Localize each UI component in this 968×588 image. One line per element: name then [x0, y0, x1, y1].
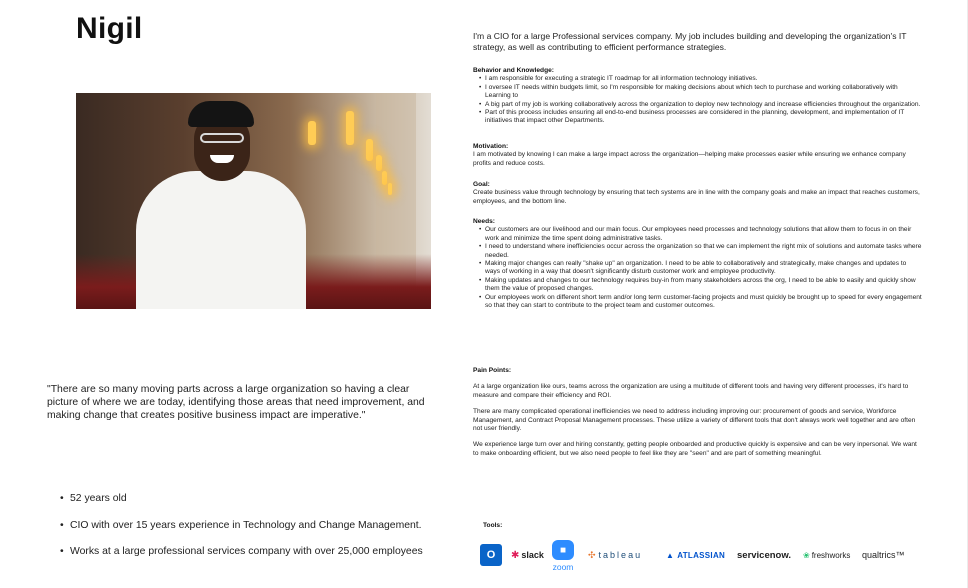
- behavior-title: Behavior and Knowledge:: [473, 67, 554, 74]
- atlassian-logo: [666, 540, 725, 570]
- motivation-section: [473, 143, 923, 168]
- photo-light: [308, 121, 316, 145]
- persona-intro: I'm a CIO for a large Professional services company. My job includes building and developing the organization's IT strategy, as well as contributing to efficient performance strategies.: [473, 31, 907, 52]
- photo-light: [388, 183, 392, 195]
- freshworks-icon: ❀: [803, 550, 810, 560]
- needs-section: [473, 218, 923, 310]
- motivation-text: I am motivated by knowing I can make a large impact across the organization—helping make processes easier while ensuring we enhance company profits and reduce costs.: [473, 151, 906, 167]
- zoom-logo: [552, 540, 574, 580]
- persona-photo: [76, 93, 431, 309]
- persona-quote: "There are so many moving parts across a large organization so having a clear picture of where we are today, identifying those areas that need improvement, and making change that creates positive business impact are imperative.": [47, 384, 425, 421]
- persona-facts: [60, 493, 423, 573]
- goal-text: Create business value through technology by ensuring that tech systems are in line with the company goals and make an impact that reaches customers, employees, and the bottom line.: [473, 189, 920, 205]
- outlook-logo: [480, 540, 502, 570]
- list-item: • Making updates and changes to our technology requires buy-in from many stakeholders across the org, I need to be able to easily and quickly show them the value of proposed changes.: [479, 277, 923, 294]
- list-item: • Our employees work on different short term and/or long term customer-facing projects and must quickly be brought up to speed for every engagement so that they can start to contribute to the project team and customer outcomes.: [479, 294, 923, 311]
- fact-item: • 52 years old: [60, 493, 423, 520]
- pain-point-paragraph: There are many complicated operational inefficiencies we need to address including improving our: procurement of goods and service, Workforce Management, and Contract Proposal Management processes. These utilize a variety of different tools that don't always work well together and are often not user friendly.: [473, 408, 916, 433]
- outlook-icon: O: [480, 544, 502, 566]
- photo-light: [376, 155, 382, 171]
- list-item: • A big part of my job is working collaboratively across the organization to deploy new technology and increase efficiencies throughout the organization.: [479, 101, 923, 109]
- pain-point-paragraph: We experience large turn over and hiring constantly, getting people onboarded and productive quickly is expensive and can be very inpersonal. We want to make onboarding efficient, but we also need people to feel like they are "seen" and are part of something meaningful.: [473, 441, 917, 457]
- list-item: • I oversee IT needs within budgets limit, so I'm responsible for making decisions about which tech to purchase and working collaboratively with Learning to: [479, 84, 923, 101]
- list-item: • Making major changes can really "shake up" an organization. I need to be able to collaboratively and strategically, make changes and updates to ways of working in a way that doesn't significantly disturb customer work and employee productivity.: [479, 260, 923, 277]
- tableau-icon: ✣: [588, 549, 596, 560]
- needs-title: Needs:: [473, 218, 495, 225]
- atlassian-icon: ▲: [666, 550, 675, 560]
- pain-points-section: [473, 367, 923, 458]
- photo-glasses: [200, 133, 244, 143]
- photo-light: [366, 139, 373, 161]
- needs-list: [473, 226, 923, 310]
- photo-light: [346, 111, 354, 145]
- list-item: • I need to understand where inefficiencies occur across the organization so that we can implement the right mix of solutions and automate tasks where needed.: [479, 243, 923, 260]
- servicenow-logo: [737, 540, 791, 570]
- tools-title: Tools:: [483, 522, 503, 529]
- video-camera-icon: ■: [552, 540, 574, 560]
- photo-hat: [188, 101, 254, 127]
- fact-item: • CIO with over 15 years experience in Technology and Change Management.: [60, 520, 423, 547]
- servicenow-label: servicenow.: [737, 549, 792, 561]
- list-item: • Our customers are our livelihood and our main focus. Our employees need processes and technology solutions that allow them to focus in on their work and minimize the time spent doing administrative tasks.: [479, 226, 923, 243]
- motivation-title: Motivation:: [473, 143, 509, 150]
- tableau-logo: [588, 540, 642, 570]
- goal-section: [473, 181, 923, 206]
- photo-shirt: [136, 171, 306, 309]
- freshworks-label: freshworks: [811, 550, 851, 560]
- pain-point-paragraph: At a large organization like ours, teams across the organization are using a multitude of different tools and having very different processes, it's hard to measure and compare their efficiency and ROI.: [473, 383, 909, 399]
- goal-title: Goal:: [473, 181, 490, 188]
- slack-logo: [511, 540, 544, 570]
- tools-logos: [480, 540, 920, 580]
- behavior-list: [473, 75, 923, 125]
- qualtrics-label: qualtrics™: [862, 550, 905, 560]
- pain-points-title: Pain Points:: [473, 367, 512, 374]
- slack-icon: ✱: [511, 549, 520, 561]
- freshworks-logo: [803, 540, 850, 570]
- qualtrics-logo: [862, 540, 905, 570]
- slack-label: slack: [521, 550, 544, 560]
- list-item: • I am responsible for executing a strategic IT roadmap for all information technology initiatives.: [479, 75, 923, 83]
- atlassian-label: ATLASSIAN: [677, 550, 726, 560]
- fact-item: • Works at a large professional services company with over 25,000 employees: [60, 546, 423, 573]
- list-item: • Part of this process includes ensuring all end-to-end business processes are considered in the planning, development, and implementation of IT initiatives that impact other Departments.: [479, 109, 923, 126]
- tableau-label: tableau: [598, 550, 643, 560]
- zoom-label: zoom: [552, 562, 574, 572]
- photo-light: [382, 171, 387, 185]
- behavior-section: [473, 67, 923, 126]
- persona-name: Nigil: [76, 12, 143, 45]
